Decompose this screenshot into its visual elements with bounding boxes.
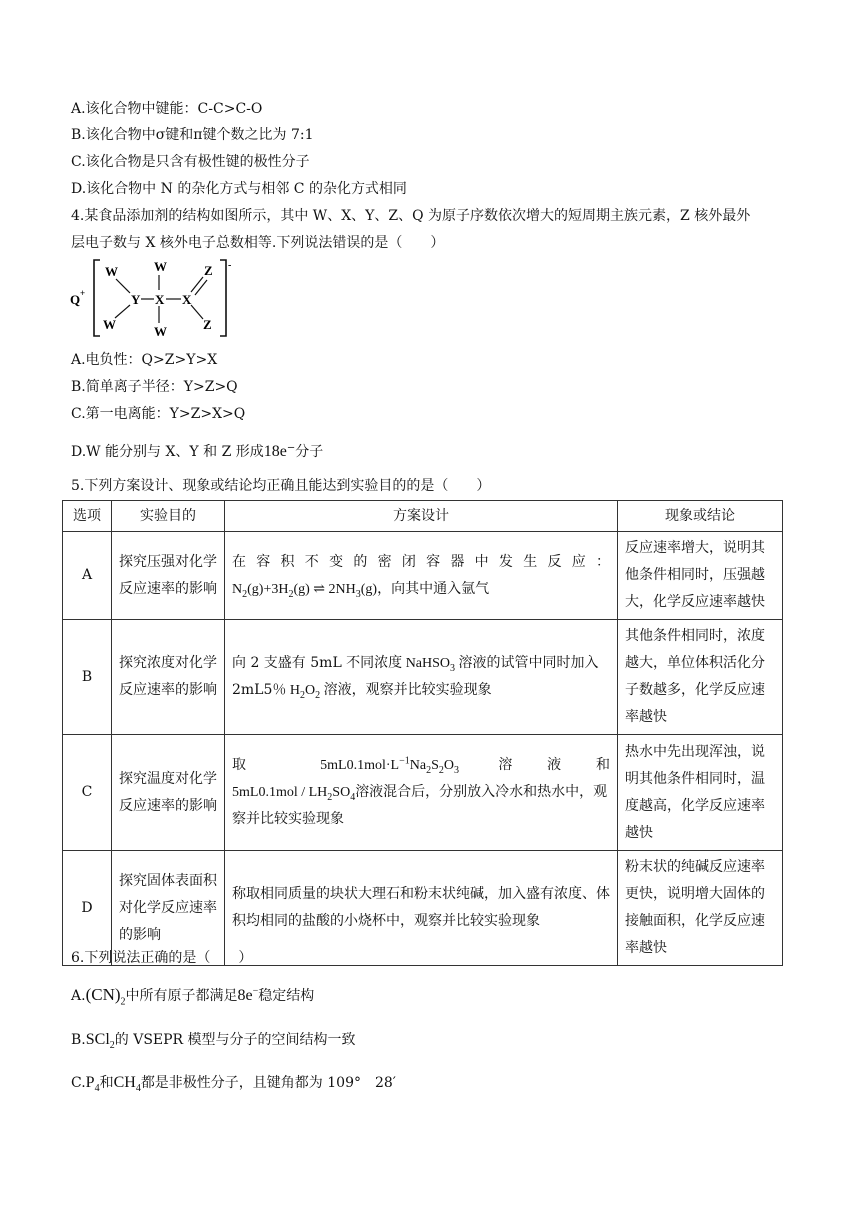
row-c-plan-part3: 溶液混合后，分别放入冷水和热水中，观察并比较实验现象: [232, 784, 608, 827]
q3-option-b: B.该化合物中σ键和π键个数之比为 7:1: [71, 127, 314, 143]
row-c-plan-line2: [232, 779, 610, 833]
q6-option-a-suffix: 中所有原子都满足: [125, 988, 238, 1004]
row-a-plan-line2: [232, 576, 610, 603]
row-c-plan-part2: 溶液和: [498, 757, 611, 773]
header-plan: 方案设计: [225, 501, 618, 532]
q4-structure-diagram: [68, 256, 243, 341]
q6-option-c-suffix: 都是非极性分子，且键角都为 109° 28′: [140, 1075, 396, 1091]
q6-formula-scl2: SCl$_2$: [85, 1031, 115, 1052]
q6-formula-ch4: $CH_4$: [113, 1074, 141, 1095]
q5-stem: 5.下列方案设计、现象或结论均正确且能达到实验目的的是（ ）: [71, 478, 491, 494]
row-d-result: 粉末状的纯碱反应速率更快，说明增大固体的接触面积，化学反应速率越快: [618, 851, 783, 966]
q6-option-b-prefix: B.: [71, 1032, 86, 1048]
row-a-equation: $N_2(g)+3H_2(g)$ ⇌ $2NH_3(g)$: [232, 581, 378, 600]
row-b-formula-nahso3: NaHSO$_3$: [402, 656, 456, 674]
row-b-plan-part1: 向 2 支盛有 5mL 不同浓度: [232, 655, 403, 671]
q4-option-a: A.电负性：Q>Z>Y>X: [71, 352, 218, 368]
atom-w-top-left: W: [105, 264, 118, 279]
q6-option-a-tail: 稳定结构: [258, 988, 315, 1004]
row-a-option: A: [63, 532, 112, 620]
q4-option-d-prefix: D.W 能分别与 X、Y 和 Z 形成: [71, 444, 264, 460]
q4-option-d-sup: −: [286, 442, 296, 454]
row-d-option: D: [63, 851, 112, 966]
q6-stem: 6.下列说法正确的是（ ）: [71, 950, 253, 966]
q4-option-d: [71, 442, 323, 462]
left-bracket: [94, 260, 100, 336]
q6-option-b: [71, 1030, 356, 1050]
q4-stem-line2: 层电子数与 X 核外电子总数相等.下列说法错误的是（ ）: [71, 235, 445, 251]
row-d-purpose: 探究固体表面积对化学反应速率的影响: [112, 851, 225, 966]
q4-cation: Q: [70, 292, 81, 307]
q4-anion-charge: -: [228, 260, 232, 271]
q5-table: [62, 500, 783, 966]
row-b-purpose: 探究浓度对化学反应速率的影响: [112, 620, 225, 735]
row-b-plan-part3: 溶液，观察并比较实验现象: [323, 682, 492, 698]
q6-option-a-prefix: A.: [71, 988, 86, 1004]
row-a-purpose: 探究压强对化学反应速率的影响: [112, 532, 225, 620]
table-row: [63, 620, 783, 735]
row-a-plan-tail: ，向其中通入氩气: [377, 580, 490, 597]
q6-option-c-prefix: C.: [71, 1075, 86, 1091]
q4-option-c: C.第一电离能：Y>Z>X>Q: [71, 406, 246, 422]
q6-formula-8e: 8e−: [237, 985, 259, 1004]
row-d-plan: 称取相同质量的块状大理石和粉末状纯碱，加入盛有浓度、体积均相同的盐酸的小烧杯中，观察并比较实验现象: [225, 851, 618, 966]
atom-w-bottom: W: [154, 324, 167, 339]
q6-option-b-suffix: 的 VSEPR 模型与分子的空间结构一致: [114, 1032, 356, 1048]
row-c-result: 热水中先出现浑浊，说明其他条件相同时，温度越高，化学反应速率越快: [618, 735, 783, 851]
row-c-purpose: 探究温度对化学反应速率的影响: [112, 735, 225, 851]
atom-w-bottom-left: W: [103, 317, 116, 332]
row-c-formula-h2so4: $5mL0.1mol / LH_2SO_4$: [232, 785, 356, 803]
atom-z-top: Z: [204, 263, 213, 278]
atom-x-right: X: [182, 292, 192, 307]
row-c-plan: [225, 735, 618, 851]
q3-option-d: D.该化合物中 N 的杂化方式与相邻 C 的杂化方式相同: [71, 181, 407, 197]
header-option: 选项: [63, 501, 112, 532]
atom-w-top: W: [154, 259, 167, 274]
atom-x-center: X: [155, 292, 165, 307]
q6-formula-cn2: $(CN)_2$: [85, 985, 126, 1008]
row-b-plan: [225, 620, 618, 735]
row-a-result: 反应速率增大，说明其他条件相同时，压强越大，化学反应速率越快: [618, 532, 783, 620]
q4-cation-charge: +: [80, 288, 86, 298]
right-bracket: [220, 260, 226, 336]
row-b-plan-part2: 溶液的试管中同时加入 2mL5％: [232, 655, 599, 698]
row-b-result: 其他条件相同时，浓度越大，单位体积活化分子数越多，化学反应速率越快: [618, 620, 783, 735]
row-a-plan: [225, 532, 618, 620]
atom-z-bottom: Z: [203, 317, 212, 332]
header-result: 现象或结论: [618, 501, 783, 532]
q4-stem-line1: 4.某食品添加剂的结构如图所示，其中 W、X、Y、Z、Q 为原子序数依次增大的短周期主族元素，Z 核外最外: [71, 208, 751, 224]
row-c-plan-part1: 取: [232, 757, 281, 773]
row-c-option: C: [63, 735, 112, 851]
row-b-option: B: [63, 620, 112, 735]
table-header-row: [63, 501, 783, 532]
table-row: [63, 532, 783, 620]
atom-y: Y: [131, 292, 141, 307]
q4-option-d-formula: 18e: [263, 443, 287, 460]
row-a-plan-line1: 在容积不变的密闭容器中发生反应：: [232, 553, 610, 570]
header-purpose: 实验目的: [112, 501, 225, 532]
q6-option-c: [71, 1073, 396, 1093]
q3-option-c: C.该化合物是只含有极性键的极性分子: [71, 154, 310, 170]
q6-option-c-mid: 和: [99, 1075, 114, 1091]
q6-formula-p4: $P_4$: [85, 1074, 100, 1095]
q6-option-a: [71, 985, 314, 1006]
q4-option-b: B.简单离子半径：Y>Z>Q: [71, 379, 238, 395]
table-row: [63, 735, 783, 851]
q4-option-d-suffix: 分子: [295, 444, 324, 460]
row-c-formula-na2s2o3: $5mL0.1mol\cdot L^{-1}Na_2S_2O_3$: [320, 755, 459, 776]
q3-option-a: A.该化合物中键能：C-C>C-O: [71, 101, 263, 117]
row-b-formula-h2o2: $H_2O_2$: [286, 683, 321, 701]
row-c-plan-line1: [232, 752, 610, 779]
